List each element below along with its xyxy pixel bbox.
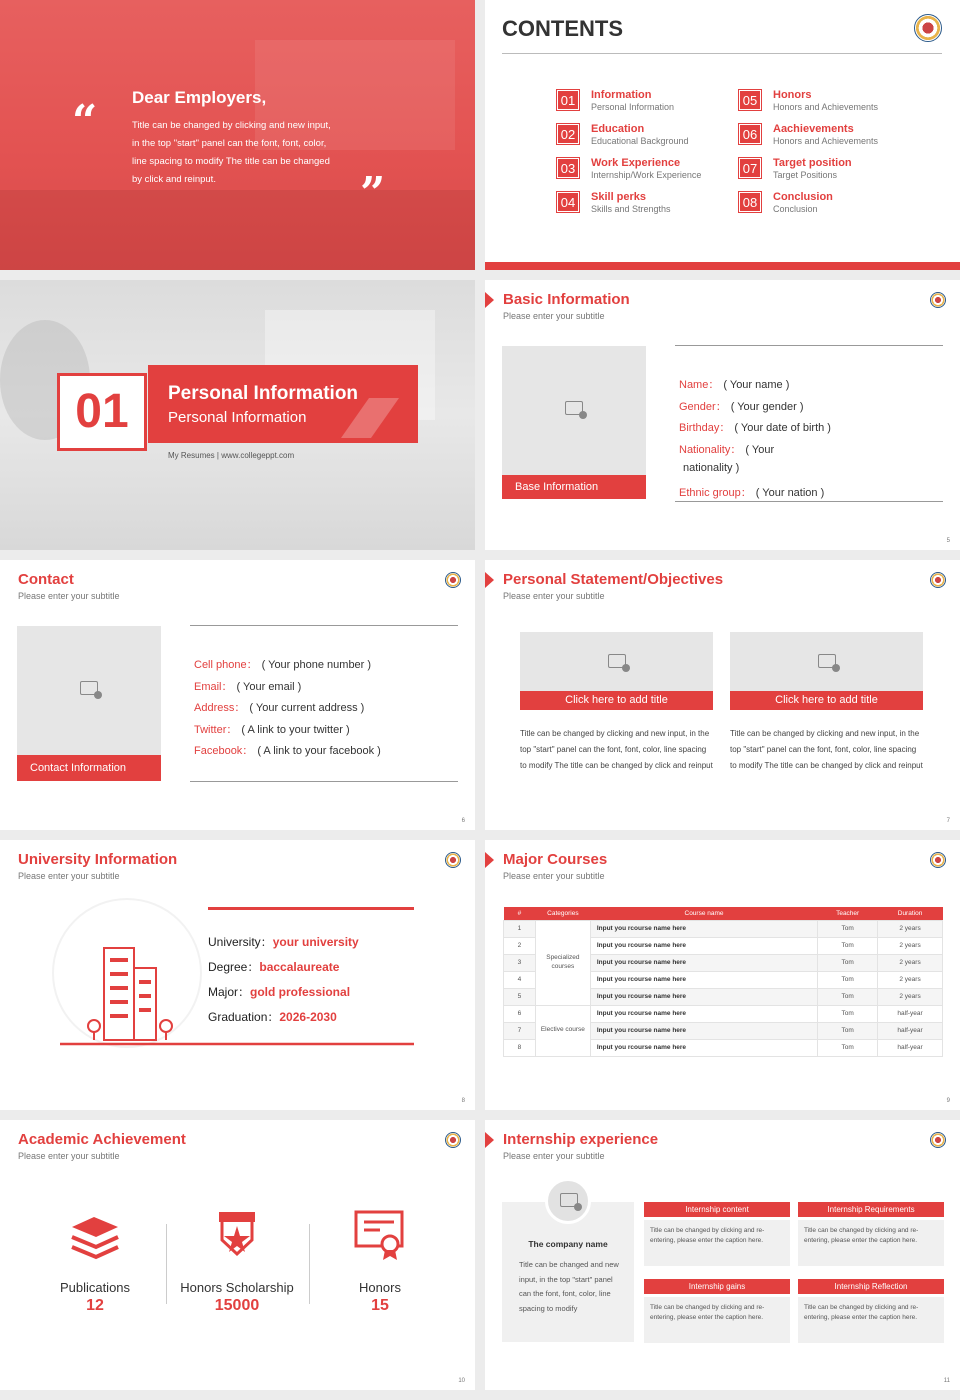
col-header: Teacher (818, 907, 878, 920)
bottom-red-band (485, 262, 960, 270)
field-label: Gender： (679, 400, 727, 413)
course-duration: half-year (878, 1039, 943, 1056)
university-logo-icon (930, 572, 946, 588)
company-body: Title can be changed and new input, in the top "start" panel can the font, font, color, line spacing to modify (519, 1260, 619, 1313)
close-quote-icon: ” (360, 168, 386, 219)
internship-box-body: Title can be changed by clicking and re-entering, please enter the caption here. (644, 1297, 790, 1343)
field-value: ( A link to your facebook ) (257, 745, 381, 758)
table-row (504, 920, 943, 937)
bottom-divider (675, 501, 943, 502)
field-label: Facebook： (194, 745, 254, 758)
contents-item-number[interactable]: 08 (739, 192, 761, 212)
contents-item-title[interactable]: Aachievements (773, 123, 854, 135)
contents-item-subtitle: Internship/Work Experience (591, 170, 702, 180)
field-label: Twitter： (194, 723, 238, 736)
photo-caption: Contact Information (17, 755, 161, 781)
col-header: Course name (590, 907, 817, 920)
slide-subtitle: Please enter your subtitle (18, 591, 120, 601)
top-accent-line (208, 907, 414, 910)
university-logo-icon (914, 14, 942, 42)
slide-section-personal-info[interactable] (0, 280, 475, 550)
slide-title: Academic Achievement (18, 1131, 186, 1148)
university-field (208, 958, 339, 975)
course-number: 8 (504, 1039, 536, 1056)
header-marker-icon (485, 1132, 494, 1148)
field-label: Major： (208, 985, 251, 999)
col-header: Duration (878, 907, 943, 920)
field-value: 2026-2030 (279, 1010, 337, 1024)
info-field (679, 484, 824, 500)
field-value: ( Your name ) (723, 379, 790, 391)
books-icon (68, 1213, 122, 1261)
course-name: Input you rcourse name here (590, 971, 817, 988)
internship-box-title: Internship Reflection (798, 1279, 944, 1294)
info-field (194, 656, 371, 672)
field-value: your university (272, 935, 359, 949)
image-placeholder-icon (818, 654, 836, 668)
university-logo-icon (930, 292, 946, 308)
university-logo-icon (930, 1132, 946, 1148)
courses-table (503, 907, 943, 1057)
header-marker-icon (485, 852, 494, 868)
info-field (679, 419, 831, 435)
card-title-button[interactable]: Click here to add title (520, 691, 713, 710)
course-duration: half-year (878, 1005, 943, 1022)
info-field (194, 678, 301, 694)
section-subtitle: Personal Information (168, 409, 307, 426)
university-logo-icon (930, 852, 946, 868)
image-placeholder-icon (608, 654, 626, 668)
internship-box-body: Title can be changed by clicking and re-entering, please enter the caption here. (644, 1220, 790, 1266)
field-value: nationality ) (683, 462, 740, 475)
course-teacher: Tom (818, 954, 878, 971)
course-name: Input you rcourse name here (590, 1022, 817, 1039)
bottom-divider (190, 781, 458, 782)
field-value: ( Your gender ) (730, 400, 804, 413)
course-number: 2 (504, 937, 536, 954)
background-ground (0, 190, 475, 270)
course-duration: 2 years (878, 920, 943, 937)
university-field (208, 983, 350, 1000)
contents-item-subtitle: Honors and Achievements (773, 102, 879, 112)
info-field (194, 721, 350, 737)
section-title: Personal Information (168, 383, 359, 404)
table-row (504, 1005, 943, 1022)
slide-personal-statement[interactable] (485, 560, 960, 830)
course-number: 7 (504, 1022, 536, 1039)
contents-item-title[interactable]: Work Experience (591, 157, 681, 169)
field-label: Ethnic group： (679, 487, 752, 499)
info-field (679, 376, 789, 392)
field-value: ( Your current address ) (249, 702, 365, 715)
award-star-icon (216, 1210, 258, 1262)
slide-subtitle: Please enter your subtitle (503, 591, 605, 601)
achievement-value: 15000 (214, 1297, 260, 1314)
course-teacher: Tom (818, 988, 878, 1005)
page-number: 9 (946, 1098, 950, 1104)
field-label: Email： (194, 680, 233, 693)
company-avatar[interactable] (545, 1178, 591, 1224)
slide-academic-achievement[interactable] (0, 1120, 475, 1390)
header-marker-icon (485, 292, 494, 308)
contents-item-title[interactable]: Conclusion (773, 191, 833, 203)
slide-heading: Dear Employers, (132, 88, 267, 107)
field-label: Degree： (208, 960, 260, 974)
section-footer: My Resumes | www.collegeppt.com (168, 451, 295, 460)
course-duration: 2 years (878, 954, 943, 971)
info-field (679, 441, 774, 457)
slide-title: Major Courses (503, 851, 608, 868)
contents-item-number[interactable]: 04 (557, 192, 579, 212)
course-duration: half-year (878, 1022, 943, 1039)
slide-dear-employers[interactable] (0, 0, 475, 270)
contents-item-title[interactable]: Skill perks (591, 191, 647, 203)
course-name: Input you rcourse name here (590, 954, 817, 971)
course-teacher: Tom (818, 1039, 878, 1056)
course-name: Input you rcourse name here (590, 937, 817, 954)
course-teacher: Tom (818, 920, 878, 937)
university-logo-icon (445, 1132, 461, 1148)
contents-item-number[interactable]: 05 (739, 90, 761, 110)
header-marker-icon (485, 572, 494, 588)
image-placeholder-icon (560, 1193, 578, 1207)
course-number: 1 (504, 920, 536, 937)
field-value: ( Your phone number ) (261, 659, 372, 671)
course-teacher: Tom (818, 1022, 878, 1039)
course-duration: 2 years (878, 937, 943, 954)
slide-title: Personal Statement/Objectives (503, 571, 724, 588)
contents-title: CONTENTS (502, 16, 623, 41)
info-field (194, 699, 364, 715)
card-title-button[interactable]: Click here to add title (730, 691, 923, 710)
internship-box-title: Internship content (644, 1202, 790, 1217)
info-field (194, 742, 381, 758)
slide-body: Title can be changed by clicking and new input, in the top "start" panel can the font, font, color, line spacing to modify The title can be changed by click and reinput. (132, 120, 331, 185)
contents-item-title[interactable]: Education (591, 123, 645, 135)
slide-title: Basic Information (503, 291, 630, 308)
internship-box-body: Title can be changed by clicking and re-entering, please enter the caption here. (798, 1297, 944, 1343)
page-number: 7 (946, 818, 950, 824)
slide-internship-experience[interactable] (485, 1120, 960, 1390)
course-category: Specialized courses (535, 920, 590, 1005)
field-value: ( A link to your twitter ) (241, 723, 350, 736)
contents-item-subtitle: Skills and Strengths (591, 204, 671, 214)
top-divider (190, 625, 458, 626)
page-number: 8 (461, 1098, 465, 1104)
university-logo-icon (445, 572, 461, 588)
slide-contents[interactable] (485, 0, 960, 270)
course-name: Input you rcourse name here (590, 920, 817, 937)
slide-subtitle: Please enter your subtitle (18, 1151, 120, 1161)
slide-title: Contact (18, 571, 74, 588)
page-number: 11 (943, 1378, 950, 1384)
course-teacher: Tom (818, 937, 878, 954)
slide-basic-information[interactable] (485, 280, 960, 550)
contents-item-subtitle: Personal Information (591, 102, 675, 112)
field-label: Address： (194, 702, 246, 715)
course-name: Input you rcourse name here (590, 988, 817, 1005)
field-value: ( Your nation ) (755, 487, 825, 499)
course-duration: 2 years (878, 971, 943, 988)
field-value: ( Your date of birth ) (734, 422, 831, 435)
contents-item-number[interactable]: 07 (739, 158, 761, 178)
field-value: gold professional (250, 985, 351, 999)
col-header: Categories (535, 907, 590, 920)
university-logo-icon (445, 852, 461, 868)
contents-item-number[interactable]: 03 (557, 158, 579, 178)
field-label: Name： (679, 379, 720, 391)
university-field (208, 933, 359, 950)
info-field (679, 462, 739, 474)
course-number: 6 (504, 1005, 536, 1022)
slide-university-information[interactable] (0, 840, 475, 1110)
image-placeholder-icon (565, 401, 583, 415)
contents-item-title[interactable]: Information (591, 89, 652, 101)
open-quote-icon: “ (72, 96, 98, 147)
field-value: baccalaureate (259, 960, 340, 974)
field-value: ( Your email ) (236, 680, 302, 693)
field-label: Cell phone： (194, 659, 258, 671)
company-name: The company name (528, 1239, 608, 1249)
slide-title: Internship experience (503, 1131, 659, 1148)
slide-major-courses[interactable] (485, 840, 960, 1110)
page-number: 10 (458, 1378, 465, 1384)
internship-box-title: Internship gains (644, 1279, 790, 1294)
course-number: 3 (504, 954, 536, 971)
contents-item-title[interactable]: Target position (773, 157, 852, 169)
field-label: Birthday： (679, 422, 731, 435)
field-label: Nationality： (679, 443, 742, 456)
image-placeholder-icon (80, 681, 98, 695)
internship-box-title: Internship Requirements (798, 1202, 944, 1217)
info-field (679, 398, 803, 414)
card-body: Title can be changed by clicking and new input, in the top "start" panel can the font, font, color, line spacing to modify The title can be changed by click and reinput (730, 729, 923, 770)
university-field (208, 1008, 337, 1025)
certificate-icon (354, 1210, 404, 1262)
course-number: 5 (504, 988, 536, 1005)
contents-item-subtitle: Target Positions (773, 170, 838, 180)
slide-contact[interactable] (0, 560, 475, 830)
course-teacher: Tom (818, 971, 878, 988)
contents-item-subtitle: Honors and Achievements (773, 136, 879, 146)
contents-item-title[interactable]: Honors (773, 89, 812, 101)
field-value: ( Your (745, 443, 775, 456)
top-divider (675, 345, 943, 346)
contents-item-number[interactable]: 02 (557, 124, 579, 144)
achievement-label: Honors (359, 1280, 401, 1295)
slide-subtitle: Please enter your subtitle (18, 871, 120, 881)
page-number: 6 (461, 818, 465, 824)
achievement-label: Honors Scholarship (180, 1280, 294, 1295)
course-category: Elective course (535, 1005, 590, 1056)
photo-caption: Base Information (502, 475, 646, 499)
slide-subtitle: Please enter your subtitle (503, 1151, 605, 1161)
achievement-value: 15 (371, 1297, 389, 1314)
course-name: Input you rcourse name here (590, 1039, 817, 1056)
title-divider (502, 53, 942, 54)
col-header: # (504, 907, 536, 920)
contents-item-number[interactable]: 06 (739, 124, 761, 144)
contents-item-subtitle: Conclusion (773, 204, 818, 214)
achievement-label: Publications (59, 1280, 131, 1295)
slide-subtitle: Please enter your subtitle (503, 311, 605, 321)
internship-box-body: Title can be changed by clicking and re-entering, please enter the caption here. (798, 1220, 944, 1266)
contents-item-subtitle: Educational Background (591, 136, 689, 146)
achievement-value: 12 (86, 1297, 104, 1314)
course-duration: 2 years (878, 988, 943, 1005)
course-teacher: Tom (818, 1005, 878, 1022)
card-body: Title can be changed by clicking and new input, in the top "start" panel can the font, font, color, line spacing to modify The title can be changed by click and reinput (520, 729, 713, 770)
slide-title: University Information (18, 851, 178, 868)
contents-item-number[interactable]: 01 (557, 90, 579, 110)
course-number: 4 (504, 971, 536, 988)
field-label: University： (208, 935, 273, 949)
page-number: 5 (946, 538, 950, 544)
section-number: 01 (57, 373, 147, 451)
field-label: Graduation： (208, 1010, 280, 1024)
course-name: Input you rcourse name here (590, 1005, 817, 1022)
slide-subtitle: Please enter your subtitle (503, 871, 605, 881)
